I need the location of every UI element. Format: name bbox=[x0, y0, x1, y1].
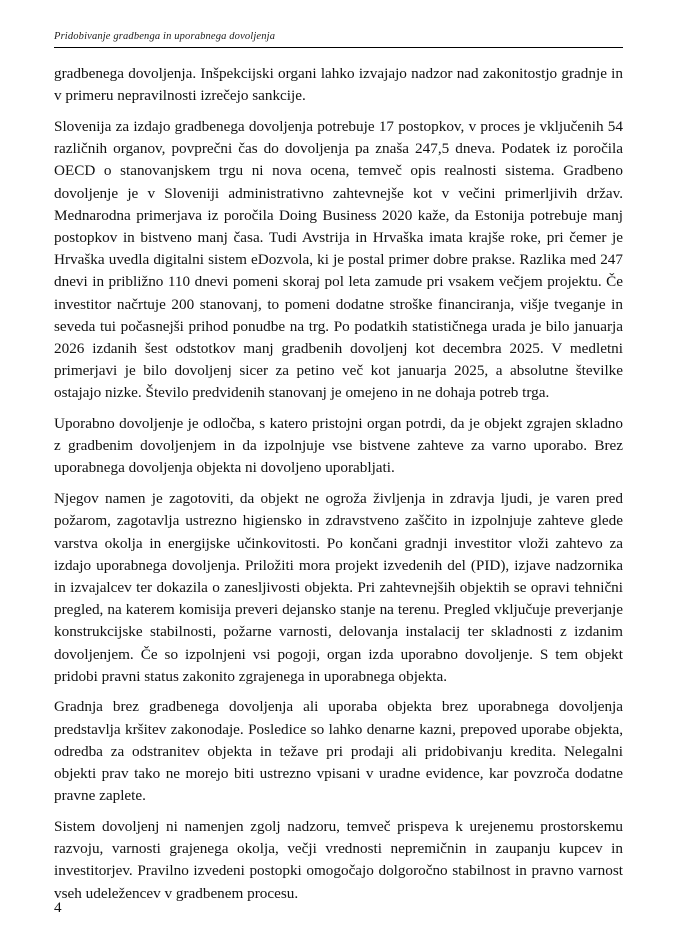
body-paragraph: Gradnja brez gradbenega dovoljenja ali uporaba objekta brez uporabnega dovoljenja predstavlja kršitev zakonodaje. Posledice so lahko denarne kazni, prepoved uporabe objekta, odredba za odstranitev objekta in težave pri prodaji ali pridobivanju kredita. Nelegalni objekti prav tako ne morejo biti ustrezno vpisani v uradne evidence, kar povzroča dodatne pravne zaplete. bbox=[54, 698, 623, 805]
body-paragraph: gradbenega dovoljenja. Inšpekcijski organi lahko izvajajo nadzor nad zakonitostjo gradnje in v primeru nepravilnosti izrečejo sankcije. bbox=[54, 65, 623, 105]
body-paragraph: Uporabno dovoljenje je odločba, s katero pristojni organ potrdi, da je objekt zgrajen skladno z gradbenim dovoljenjem in da izpolnjuje vse bistvene zahteve za varno uporabo. Brez uporabnega dovoljenja objekta ni dovoljeno uporabljati. bbox=[54, 415, 623, 477]
running-header-title: Pridobivanje gradbenga in uporabnega dovoljenja bbox=[54, 31, 276, 42]
page-header bbox=[54, 30, 623, 48]
header-divider-rule bbox=[54, 47, 623, 48]
page-number: 4 bbox=[54, 899, 62, 916]
body-paragraph: Njegov namen je zagotoviti, da objekt ne ogroža življenja in zdravja ljudi, je varen pred požarom, zagotavlja ustrezno higiensko in zdravstveno zaščito in izpolnjuje zahteve glede varstva okolja in energijske učinkovitosti. Po končani gradnji investitor vloži zahtevo za izdajo uporabnega dovoljenja. Priložiti mora projekt izvedenih del (PID), izjave nadzornika in izvajalcev ter dokazila o zanesljivosti objekta. Pri zahtevnejših objektih se opravi tehnični pregled, na katerem komisija preveri dejansko stanje na terenu. Pregled vključuje preverjanje konstrukcijske stabilnosti, požarne varnosti, delovanja instalacij ter skladnosti z izdanim dovoljenjem. Če so izpolnjeni vsi pogoji, organ izda uporabno dovoljenje. S tem objekt pridobi pravni status zakonito zgrajenega in uporabnega objekta. bbox=[54, 490, 623, 685]
body-paragraph: Sistem dovoljenj ni namenjen zgolj nadzoru, temveč prispeva k urejenemu prostorskemu razvoju, varnosti grajenega okolja, večji vrednosti nepremičnin in zaupanju kupcev in investitorjev. Pravilno izvedeni postopki omogočajo dolgoročno stabilnost in pravno varnost vseh udeležencev v gradbenem procesu. bbox=[54, 818, 623, 902]
document-body bbox=[54, 63, 623, 905]
body-paragraph: Slovenija za izdajo gradbenega dovoljenja potrebuje 17 postopkov, v proces je vključenih 54 različnih organov, povprečni čas do dovoljenja pa znaša 247,5 dneva. Podatek iz poročila OECD o stanovanjskem trgu ni nova ocena, temveč opis realnosti sistema. Gradbeno dovoljenje je v Sloveniji administrativno zahtevnejše kot v večini primerljivih držav. Mednarodna primerjava iz poročila Doing Business 2020 kaže, da Estonija potrebuje manj postopkov in bistveno manj časa. Tudi Avstrija in Hrvaška imata krajše roke, pri čemer je Hrvaška uvedla digitalni sistem eDozvola, ki je postal primer dobre prakse. Razlika med 247 dnevi in približno 110 dnevi pomeni skoraj pol leta zamude pri vsakem večjem projektu. Če investitor načrtuje 200 stanovanj, to pomeni dodatne stroške financiranja, višje tveganje in seveda tui počasnejši prihod ponudbe na trg. Po podatkih statističnega urada je bilo januarja 2026 izdanih šest odstotkov manj gradbenih dovoljenj kot decembra 2025. V medletni primerjavi je bilo dovoljenj sicer za petino več kot januarja 2025, a absolutne številke ostajajo nizke. Število predvidenih stanovanj je omejeno in ne dohaja potreb trga. bbox=[54, 117, 623, 402]
